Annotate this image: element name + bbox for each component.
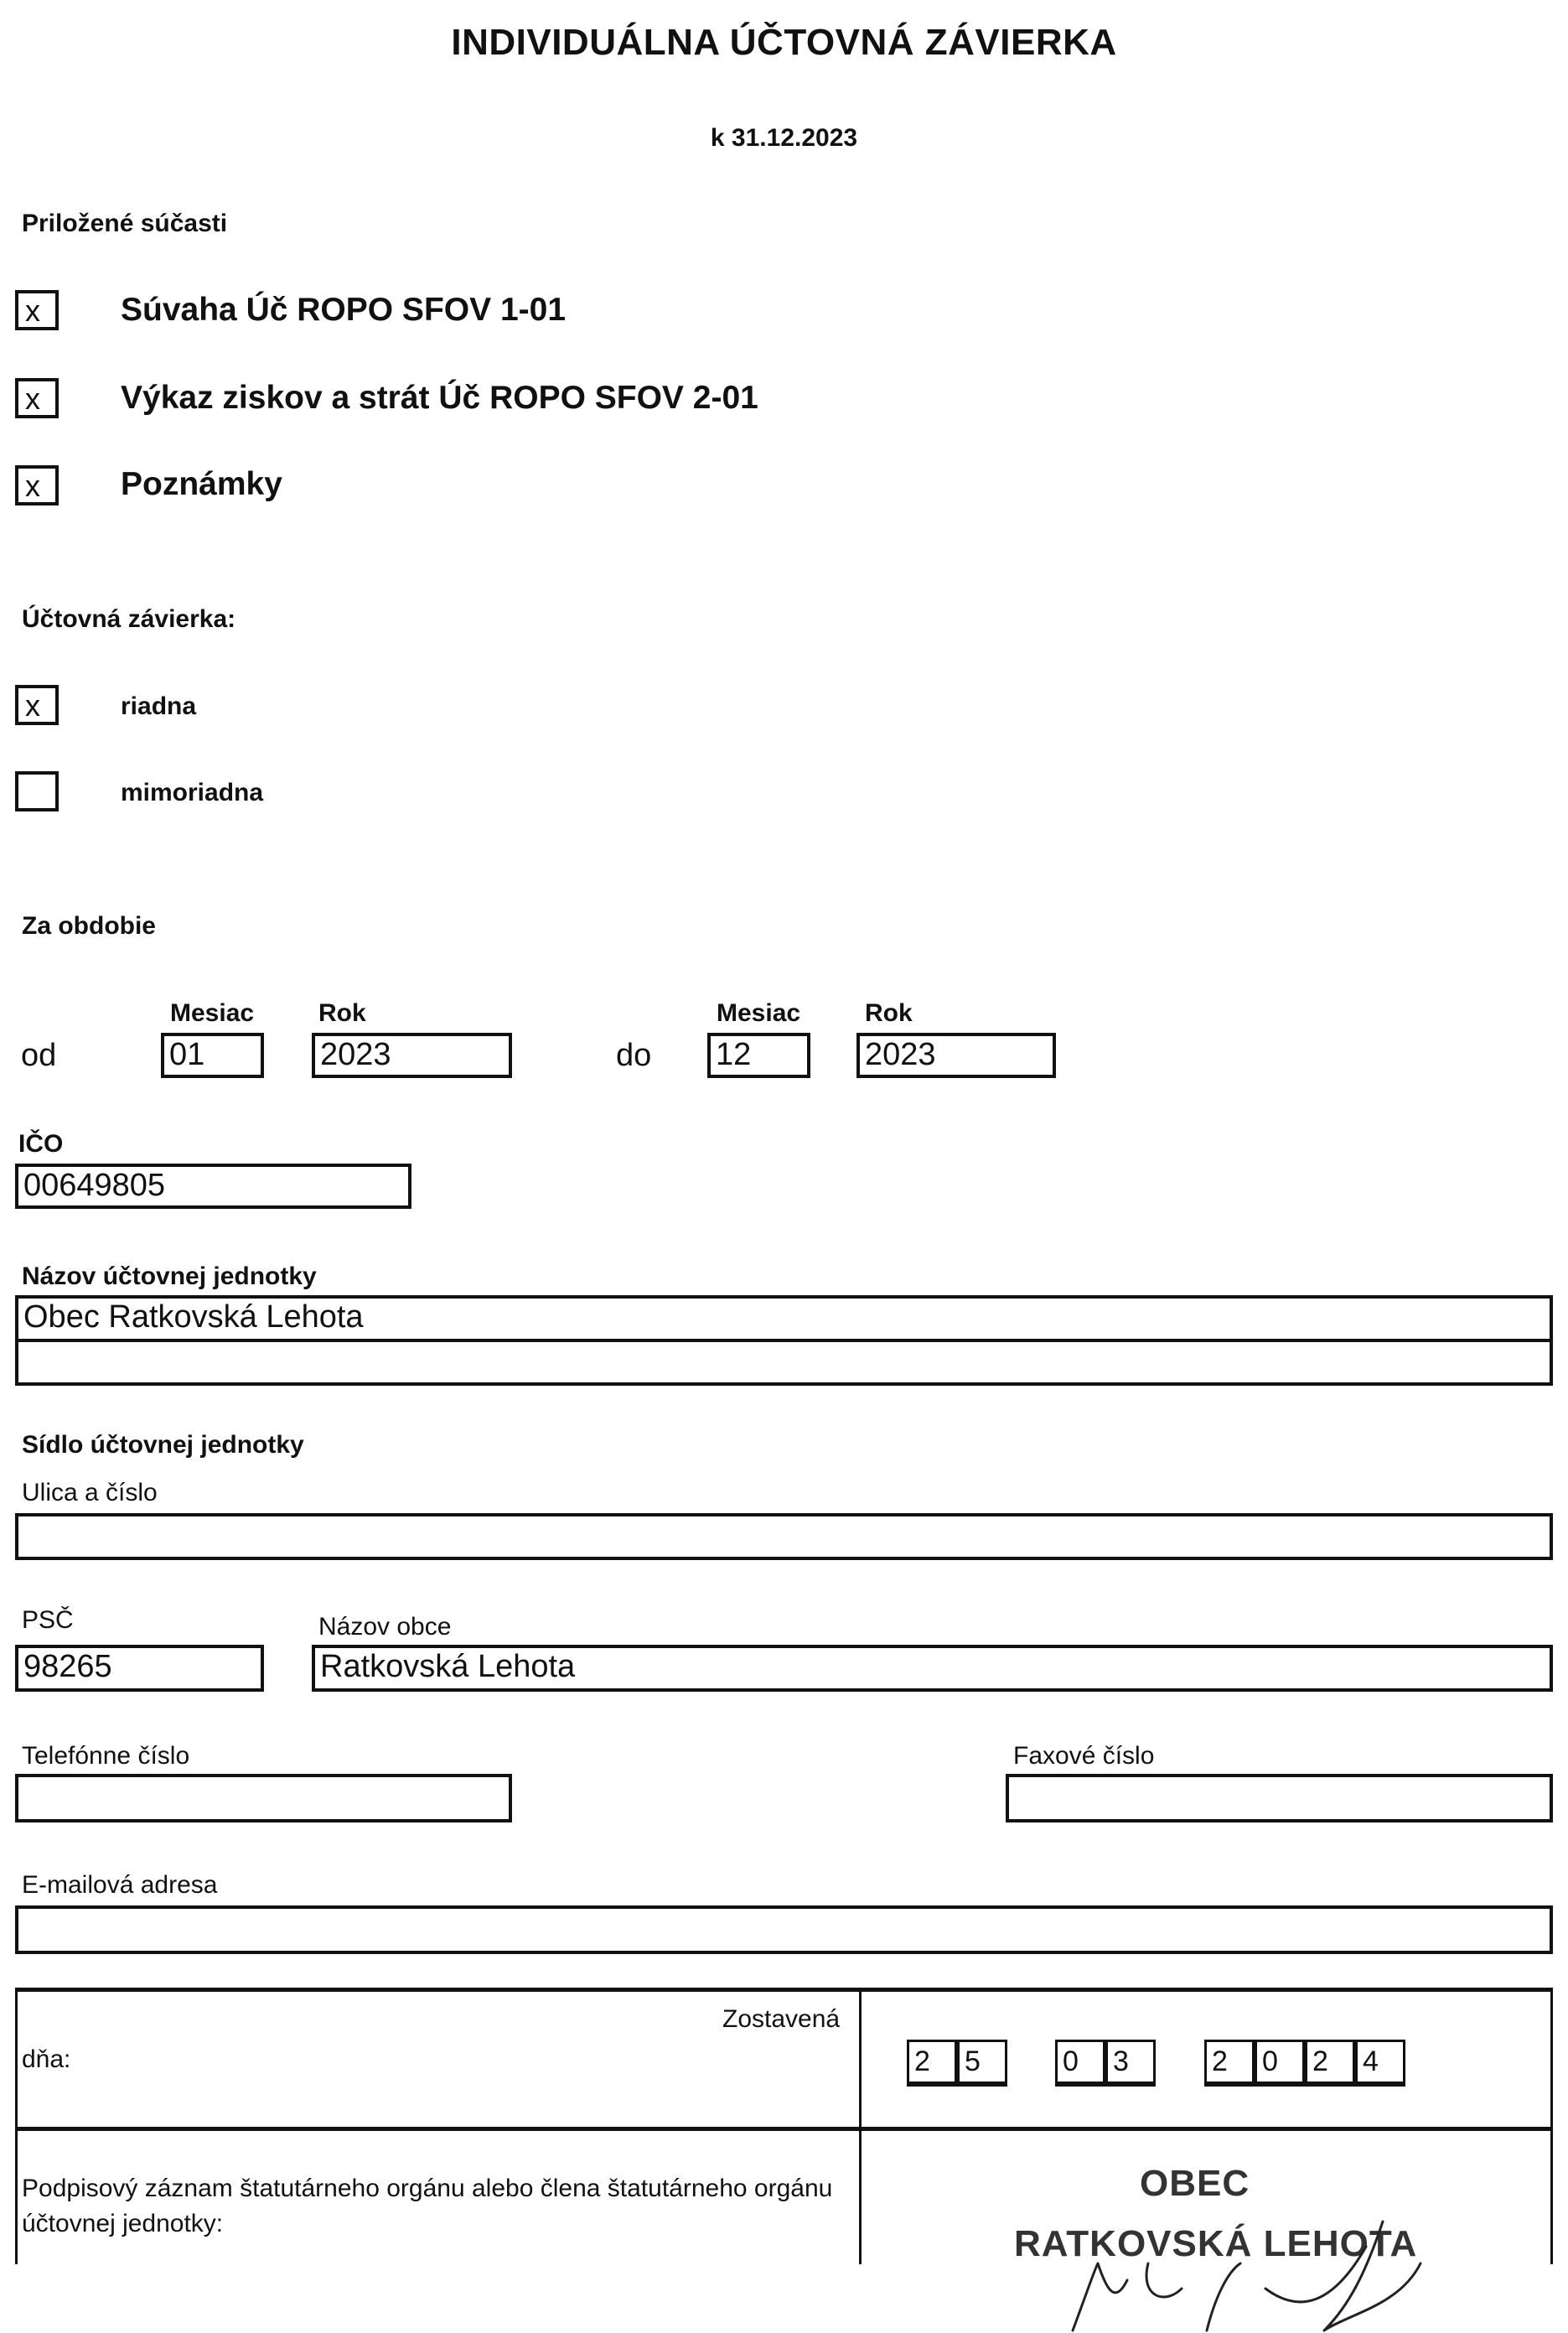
email-label: E-mailová adresa [22,1871,218,1899]
checkbox-mimoriadna[interactable] [15,771,59,811]
table-left-border [15,1988,18,2264]
checkbox-riadna[interactable]: x [15,685,59,725]
email-field[interactable] [15,1905,1553,1954]
compiled-label: Zostavená [722,2005,841,2033]
entity-name-line2[interactable] [15,1339,1553,1386]
year-digit-1[interactable]: 2 [1204,2040,1255,2087]
label-vykaz: Výkaz ziskov a strát Úč ROPO SFOV 2-01 [121,380,758,416]
entity-name-line1[interactable]: Obec Ratkovská Lehota [15,1295,1553,1342]
handwritten-signature-icon [1048,2213,1483,2333]
ico-field[interactable]: 00649805 [15,1164,411,1209]
city-label: Názov obce [318,1613,452,1641]
statement-type-heading: Účtovná závierka: [22,605,236,633]
checkbox-poznamky[interactable]: x [15,465,59,505]
psc-label: PSČ [22,1606,74,1634]
stamp-line-2: RATKOVSKÁ LEHOTA [1014,2223,1418,2264]
street-label: Ulica a číslo [22,1479,158,1506]
table-top-border [15,1988,1553,1992]
label-suvaha: Súvaha Úč ROPO SFOV 1-01 [121,292,567,328]
label-mimoriadna: mimoriadna [121,779,264,806]
phone-label: Telefónne číslo [22,1742,190,1770]
day-digit-1[interactable]: 2 [907,2040,957,2087]
from-year-label: Rok [318,999,366,1027]
fax-field[interactable] [1006,1774,1553,1822]
to-month-label: Mesiac [717,999,801,1027]
document-title: INDIVIDUÁLNA ÚČTOVNÁ ZÁVIERKA [451,22,1117,63]
entity-name-label: Názov účtovnej jednotky [22,1262,317,1290]
to-year-field[interactable]: 2023 [856,1033,1056,1078]
fax-label: Faxové číslo [1013,1742,1155,1770]
label-poznamky: Poznámky [121,466,282,502]
to-label: do [616,1038,652,1073]
month-digit-2[interactable]: 3 [1105,2040,1156,2087]
year-digit-4[interactable]: 4 [1355,2040,1405,2087]
as-of-date: k 31.12.2023 [710,124,858,152]
phone-field[interactable] [15,1774,512,1822]
table-column-divider [859,1988,862,2264]
to-month-field[interactable]: 12 [707,1033,810,1078]
from-month-field[interactable]: 01 [161,1033,264,1078]
checkbox-suvaha[interactable]: x [15,290,59,330]
day-digit-2[interactable]: 5 [957,2040,1007,2087]
label-riadna: riadna [121,692,197,720]
from-label: od [21,1038,57,1073]
stamp-line-1: OBEC [1140,2163,1250,2204]
signature-label: Podpisový záznam štatutárneho orgánu alebo člena štatutárneho orgánu účtovnej jednotky: [22,2175,833,2237]
year-digit-3[interactable]: 2 [1305,2040,1355,2087]
table-row-divider [15,2127,1553,2131]
address-heading: Sídlo účtovnej jednotky [22,1431,304,1459]
psc-field[interactable]: 98265 [15,1645,264,1692]
from-year-field[interactable]: 2023 [312,1033,512,1078]
ico-label: IČO [18,1130,64,1158]
table-right-border [1550,1988,1553,2264]
checkbox-vykaz[interactable]: x [15,378,59,418]
compiled-date-label: dňa: [22,2045,71,2073]
year-digit-2[interactable]: 0 [1255,2040,1305,2087]
to-year-label: Rok [865,999,913,1027]
period-heading: Za obdobie [22,912,156,940]
month-digit-1[interactable]: 0 [1055,2040,1105,2087]
components-heading: Priložené súčasti [22,210,228,237]
city-field[interactable]: Ratkovská Lehota [312,1645,1553,1692]
from-month-label: Mesiac [170,999,255,1027]
street-field[interactable] [15,1513,1553,1560]
